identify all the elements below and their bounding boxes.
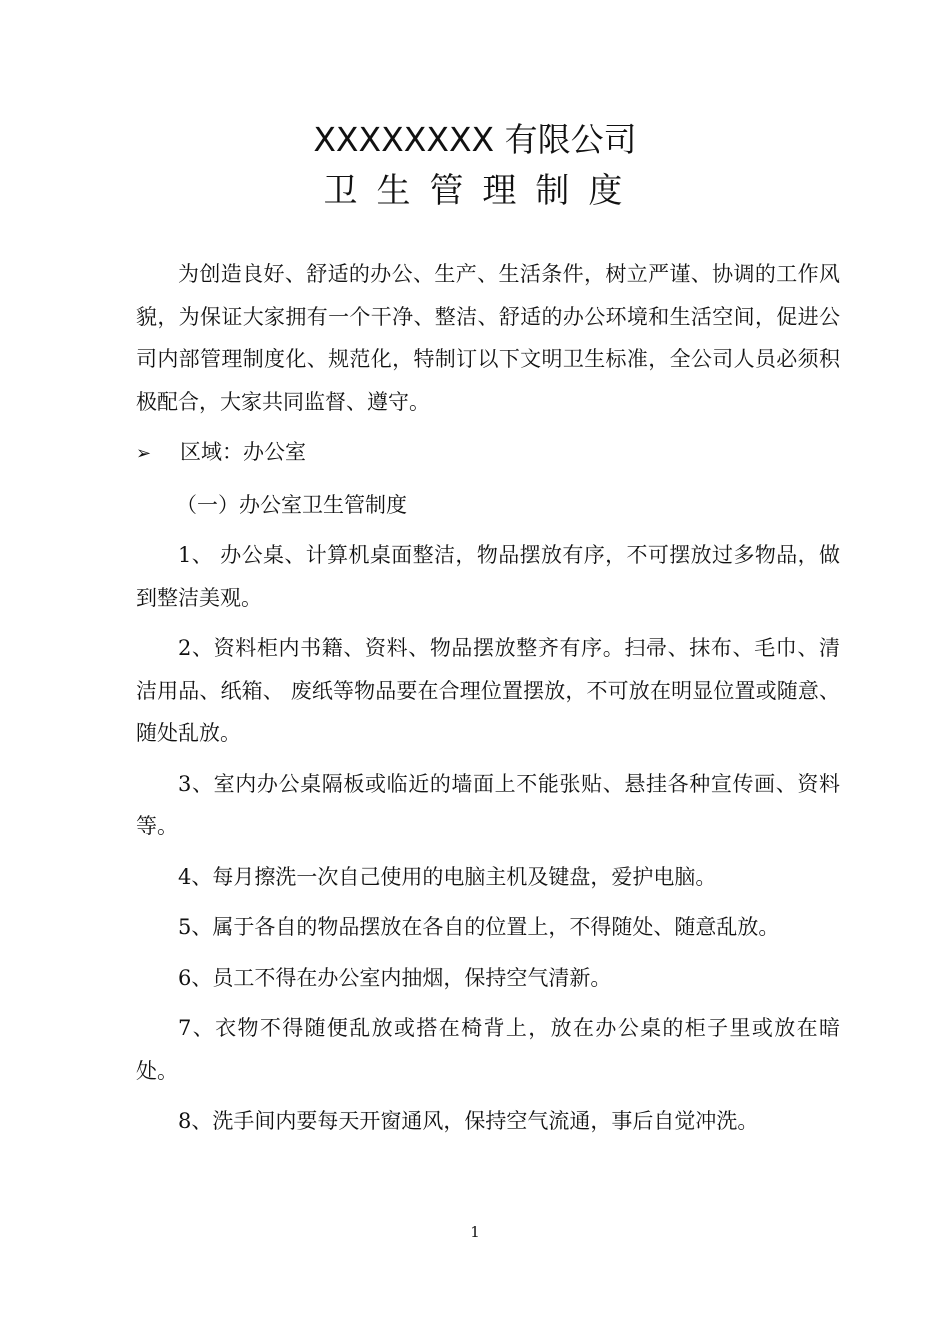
list-item: 6、员工不得在办公室内抽烟，保持空气清新。 xyxy=(178,965,612,990)
company-title: XXXXXXXX 有限公司 xyxy=(313,120,637,159)
intro-paragraph: 为创造良好、舒适的办公、生产、生活条件，树立严谨、协调的工作风貌，为保证大家拥有一个干净、整洁、舒适的办公环境和生活空间，促进公司内部管理制度化、规范化，特制订以下文明卫生标准，全公司人员必须积极配合，大家共同监督、遵守。 xyxy=(136,262,840,414)
document-title: 卫 生 管 理 制 度 xyxy=(323,171,627,211)
list-item: 8、洗手间内要每天开窗通风，保持空气流通，事后自觉冲洗。 xyxy=(178,1109,759,1133)
subheading: （一）办公室卫生管制度 xyxy=(176,492,407,517)
list-item: 4、每月擦洗一次自己使用的电脑主机及键盘，爱护电脑。 xyxy=(178,864,717,889)
list-item: 1、 办公桌、计算机桌面整洁，物品摆放有序，不可摆放过多物品，做到整洁美观。 xyxy=(136,543,840,610)
section-heading xyxy=(136,431,840,476)
list-item: 7、衣物不得随便乱放或搭在椅背上，放在办公桌的柜子里或放在暗处。 xyxy=(136,1016,840,1083)
list-item: 3、室内办公桌隔板或临近的墙面上不能张贴、悬挂各种宣传画、资料等。 xyxy=(136,771,840,838)
arrow-bullet-icon: ➢ xyxy=(136,443,152,464)
page-number: 1 xyxy=(470,1223,480,1241)
document-body xyxy=(136,253,840,1151)
list-item: 5、属于各自的物品摆放在各自的位置上，不得随处、随意乱放。 xyxy=(178,915,780,939)
list-item: 2、资料柜内书籍、资料、物品摆放整齐有序。扫帚、抹布、毛巾、清洁用品、纸箱、 废纸等物品要在合理位置摆放，不可放在明显位置或随意、随处乱放。 xyxy=(136,636,840,745)
section-label: 区域：办公室 xyxy=(180,440,306,464)
